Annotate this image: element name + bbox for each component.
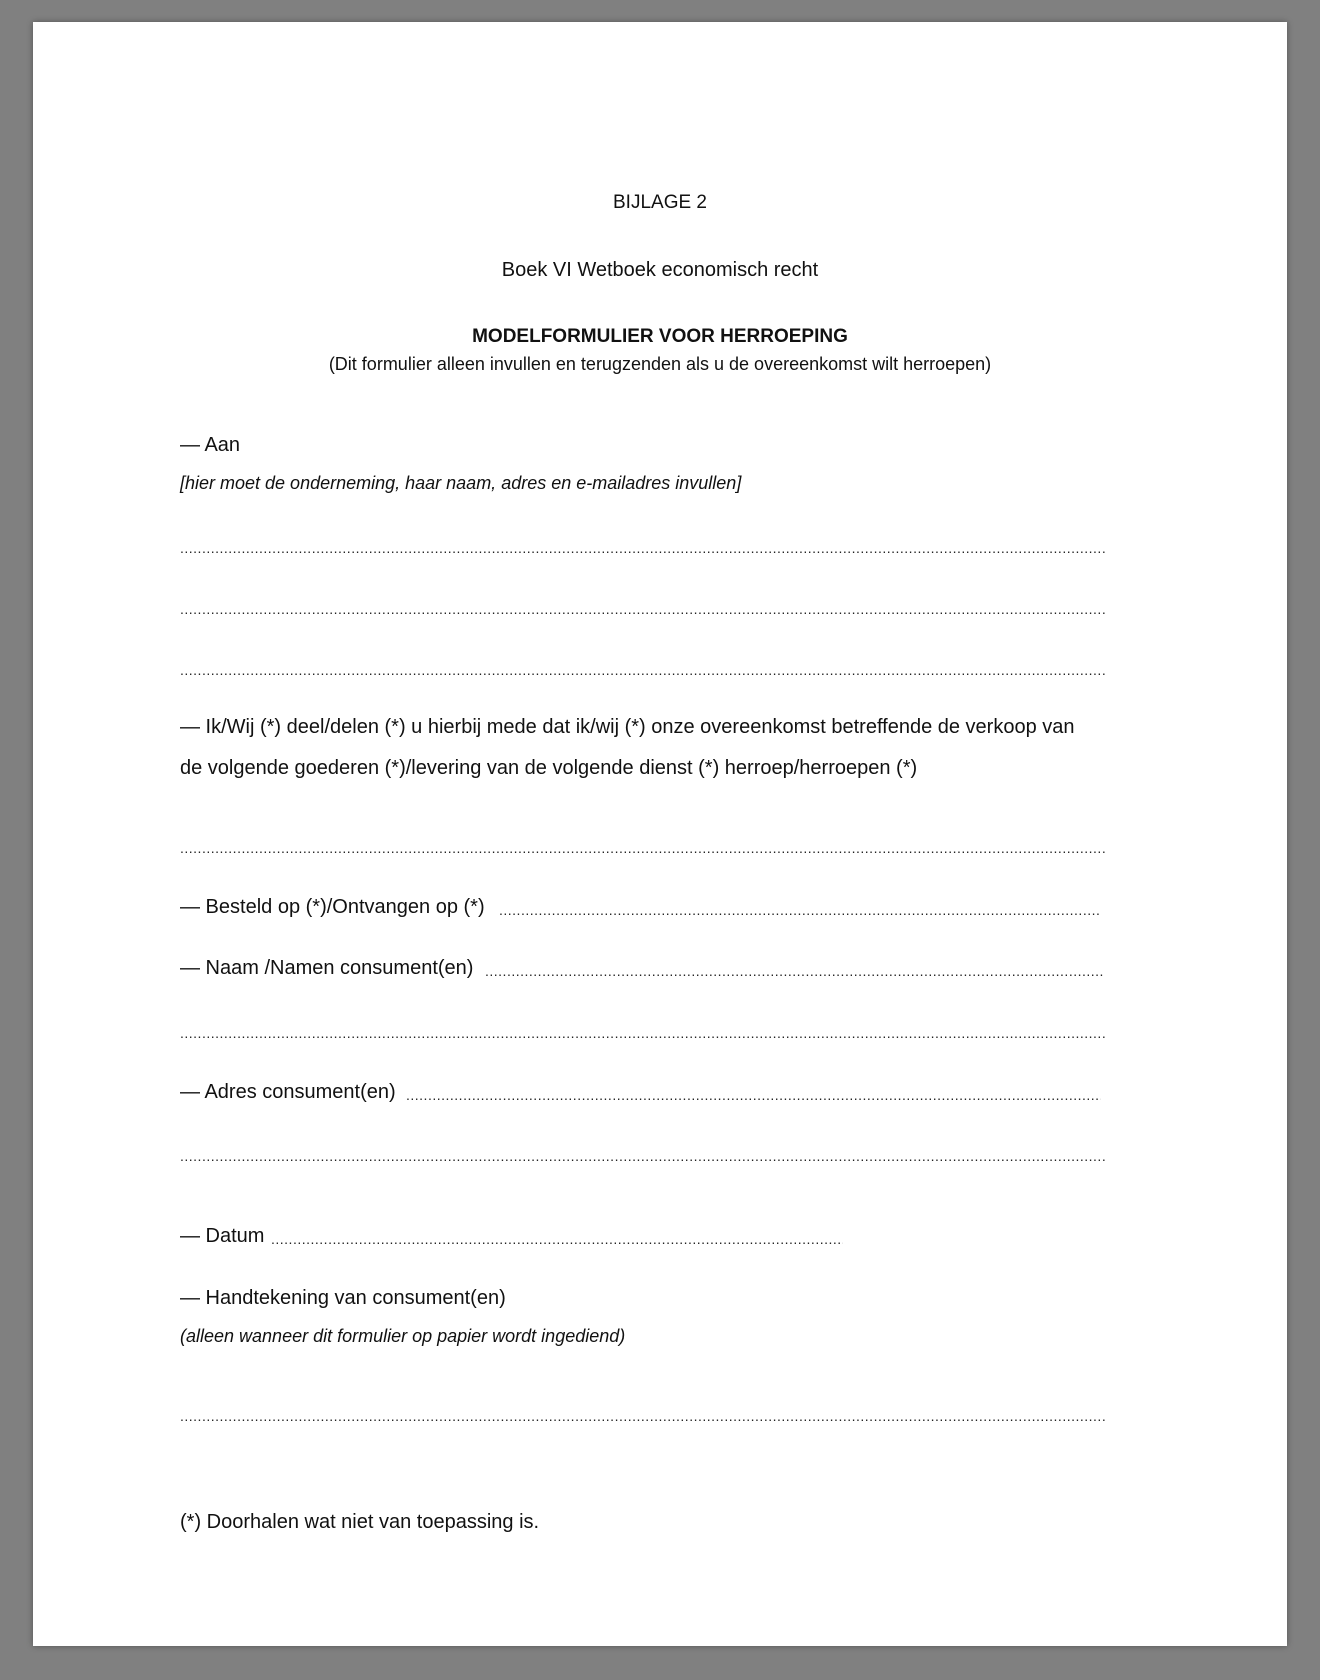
address-label: — Adres consument(en) [180,1081,396,1103]
fill-line-address-2[interactable] [180,1146,1106,1166]
fill-line-ordered-date[interactable] [499,900,1101,920]
ordered-label: — Besteld op (*)/Ontvangen op (*) [180,896,485,918]
to-label: — Aan [180,434,241,456]
fill-line-recipient-1[interactable] [180,538,1106,558]
fill-line-address-1[interactable] [406,1085,1101,1105]
signature-label: — Handtekening van consument(en) [180,1287,506,1309]
fill-line-date[interactable] [271,1229,843,1249]
footnote: (*) Doorhalen wat niet van toepassing is. [180,1511,540,1533]
date-label: — Datum [180,1225,265,1247]
statement-line-2: de volgende goederen (*)/levering van de volgende dienst (*) herroep/herroepen (*) [180,757,918,779]
document-page [33,22,1287,1646]
annex-heading: BIJLAGE 2 [613,192,707,213]
fill-line-recipient-3[interactable] [180,660,1106,680]
name-label: — Naam /Namen consument(en) [180,957,474,979]
fill-line-goods[interactable] [180,838,1106,858]
statement-line-1: — Ik/Wij (*) deel/delen (*) u hierbij mede dat ik/wij (*) onze overeenkomst betreffende de verkoop van [180,716,1075,738]
signature-hint: (alleen wanneer dit formulier op papier wordt ingediend) [180,1326,626,1346]
fill-line-recipient-2[interactable] [180,599,1106,619]
fill-line-name-2[interactable] [180,1023,1106,1043]
to-hint: [hier moet de onderneming, haar naam, adres en e-mailadres invullen] [180,473,742,493]
fill-line-signature[interactable] [180,1406,1106,1426]
form-title: MODELFORMULIER VOOR HERROEPING [472,326,848,347]
form-subtitle: (Dit formulier alleen invullen en terugzenden als u de overeenkomst wilt herroepen) [328,354,992,374]
book-heading: Boek VI Wetboek economisch recht [501,259,819,281]
fill-line-name-1[interactable] [485,961,1105,981]
